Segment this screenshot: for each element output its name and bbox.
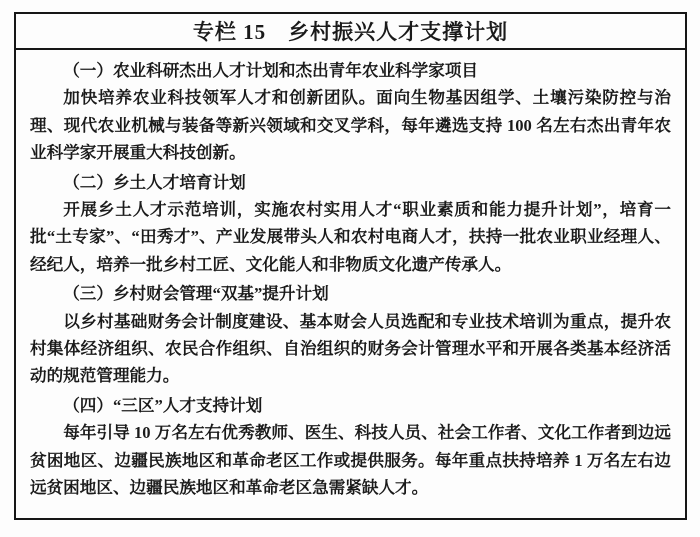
column-box [14,12,687,520]
section-4 [30,392,671,502]
section-paragraph: 每年引导 10 万名左右优秀教师、医生、科技人员、社会工作者、文化工作者到边远贫困地区、边疆民族地区和革命老区工作或提供服务。每年重点扶持培养 1 万名左右边远贫困地区、边疆民族地区和革命老区急需紧缺人才。 [30,423,671,498]
section-heading: （一）农业科研杰出人才计划和杰出青年农业科学家项目 [63,61,479,80]
section-2 [30,169,671,279]
section-paragraph: 开展乡土人才示范培训，实施农村实用人才“职业素质和能力提升计划”，培育一批“土专家”、“田秀才”、产业发展带头人和农村电商人才，扶持一批农业职业经理人、经纪人，培养一批乡村工匠、文化能人和非物质文化遗产传承人。 [30,200,671,274]
section-heading: （四）“三区”人才支持计划 [63,395,263,415]
section-3 [30,280,671,390]
section-paragraph: 以乡村基础财务会计制度建设、基本财会人员选配和专业技术培训为重点，提升农村集体经济组织、农民合作组织、自治组织的财务会计管理水平和开展各类基本经济活动的规范管理能力。 [30,311,671,386]
section-heading: （二）乡土人才培育计划 [63,172,246,192]
column-body [16,50,685,502]
column-title: 专栏 15 乡村振兴人才支撑计划 [16,14,685,50]
section-1 [30,57,671,167]
section-heading: （三）乡村财会管理“双基”提升计划 [63,284,329,304]
section-paragraph: 加快培养农业科技领军人才和创新团队。面向生物基因组学、土壤污染防控与治理、现代农业机械与装备等新兴领域和交叉学科，每年遴选支持 100 名左右杰出青年农业科学家开展重大科技创新。 [30,88,671,163]
